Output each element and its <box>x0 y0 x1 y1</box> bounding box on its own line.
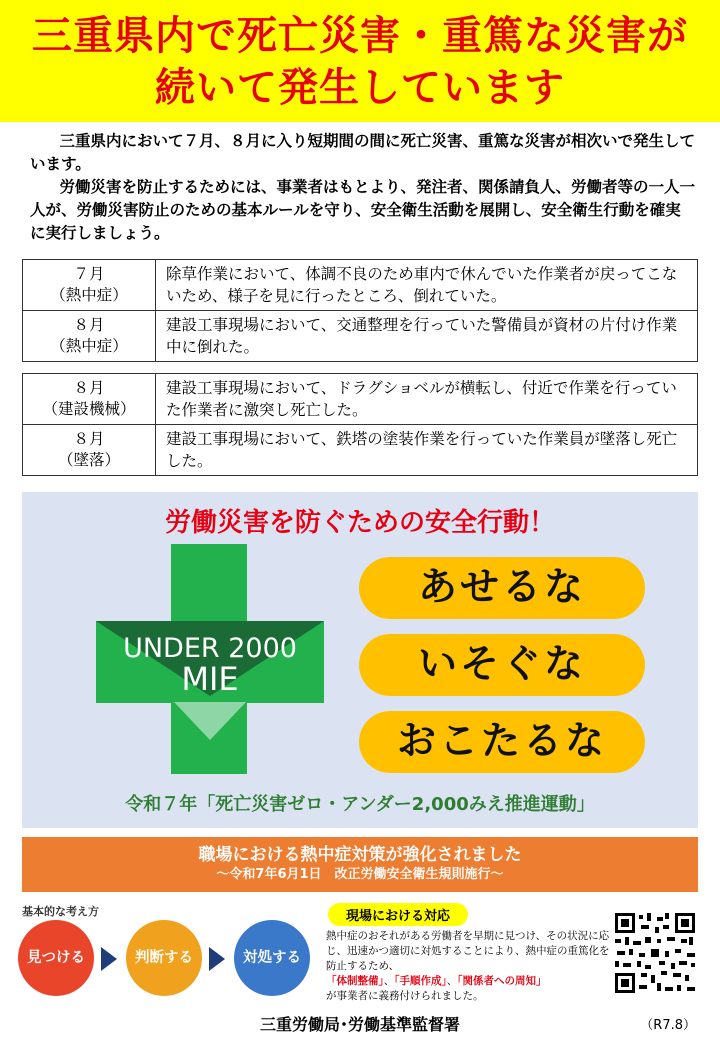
intro-paragraph-2: 労働災害を防止するためには、事業者はもとより、発注者、関係請負人、労働者等の一人一人が、労働災害防止のための基本ルールを守り、安全衛生活動を展開し、安全衛生行動を確実に実行しましょう。 <box>30 178 695 242</box>
arrow-right-icon <box>209 947 225 971</box>
case-month-cell <box>23 311 156 362</box>
notice-subtitle: ～令和7年6月1日 改正労働安全衛生規則施行～ <box>216 867 504 882</box>
requirement-separator: 、 <box>446 975 458 987</box>
response-text-2: が事業者に義務付けられました。 <box>326 990 484 1002</box>
slogan-okotarunna: おこたるな <box>359 711 645 773</box>
case-description: 建設工事現場において、交通整理を行っていた警備員が資材の片付け作業中に倒れた。 <box>156 311 698 362</box>
case-month: ８月 <box>73 430 105 448</box>
case-month: ７月 <box>73 265 105 283</box>
case-month-cell <box>23 425 156 476</box>
case-month: ８月 <box>73 379 105 397</box>
table-row <box>23 260 698 311</box>
case-type: （建設機械） <box>42 400 136 418</box>
slogan-aserunna: あせるな <box>359 557 645 619</box>
case-type: （熱中症） <box>50 286 128 304</box>
qr-code-icon[interactable] <box>613 911 697 995</box>
table-row <box>23 425 698 476</box>
intro-text <box>30 130 695 245</box>
header-banner <box>0 0 720 122</box>
footer-organization: 三重労働局･労働基準監督署 <box>259 1015 460 1034</box>
step-find: 見つける <box>18 920 94 996</box>
logo-text-mie: MIE <box>181 660 239 698</box>
onsite-response-badge: 現場における対応 <box>328 903 468 926</box>
case-month-cell <box>23 260 156 311</box>
basic-approach-label: 基本的な考え方 <box>22 905 99 918</box>
intro-paragraph-1: 三重県内において７月、８月に入り短期間の間に死亡災害、重篤な災害が相次いで発生しています。 <box>30 132 695 173</box>
cases-table-fatal <box>22 373 698 476</box>
requirement-notice: 「関係者への周知」 <box>457 975 547 987</box>
step-respond: 対処する <box>234 920 310 996</box>
under2000-logo <box>96 544 348 774</box>
header-title-line2: 続いて発生しています <box>155 65 565 111</box>
case-description: 建設工事現場において、鉄塔の塗装作業を行っていた作業員が墜落し死亡した。 <box>156 425 698 476</box>
footer-date: （R7.8） <box>640 1018 696 1033</box>
table-row <box>23 311 698 362</box>
onsite-response-text <box>326 929 612 1004</box>
cases-table-heatstroke <box>22 259 698 362</box>
case-type: （熱中症） <box>50 337 128 355</box>
case-month-cell <box>23 374 156 425</box>
panel-title: 労働災害を防ぐための安全行動！ <box>164 508 555 538</box>
heatstroke-notice-banner <box>22 837 698 892</box>
case-type: （墜落） <box>57 451 120 469</box>
requirement-system: 「体制整備」 <box>326 975 384 987</box>
case-month: ８月 <box>73 316 105 334</box>
requirement-procedure: 「手順作成」 <box>394 975 447 987</box>
case-description: 建設工事現場において、ドラグショベルが横転し、付近で作業を行っていた作業者に激突し死亡した。 <box>156 374 698 425</box>
arrow-right-icon <box>101 947 117 971</box>
requirement-separator: 、 <box>383 975 395 987</box>
notice-title: 職場における熱中症対策が強化されました <box>198 845 522 865</box>
table-row <box>23 374 698 425</box>
response-text-1: 熱中症のおそれがある労働者を早期に見つけ、その状況に応じ、迅速かつ適切に対処することにより、熱中症の重篤化を防止するため、 <box>326 930 610 972</box>
logo-text-under2000: UNDER 2000 <box>123 633 297 664</box>
step-judge: 判断する <box>126 920 202 996</box>
header-title-line1: 三重県内で死亡災害・重篤な災害が <box>32 13 688 59</box>
campaign-title: 令和７年「死亡災害ゼロ・アンダー2,000みえ推進運動」 <box>125 794 595 815</box>
slogan-isogunna: いそぐな <box>359 634 645 696</box>
case-description: 除草作業において、体調不良のため車内で休んでいた作業者が戻ってこないため、様子を見に行ったところ、倒れていた。 <box>156 260 698 311</box>
safety-action-panel <box>22 492 698 828</box>
